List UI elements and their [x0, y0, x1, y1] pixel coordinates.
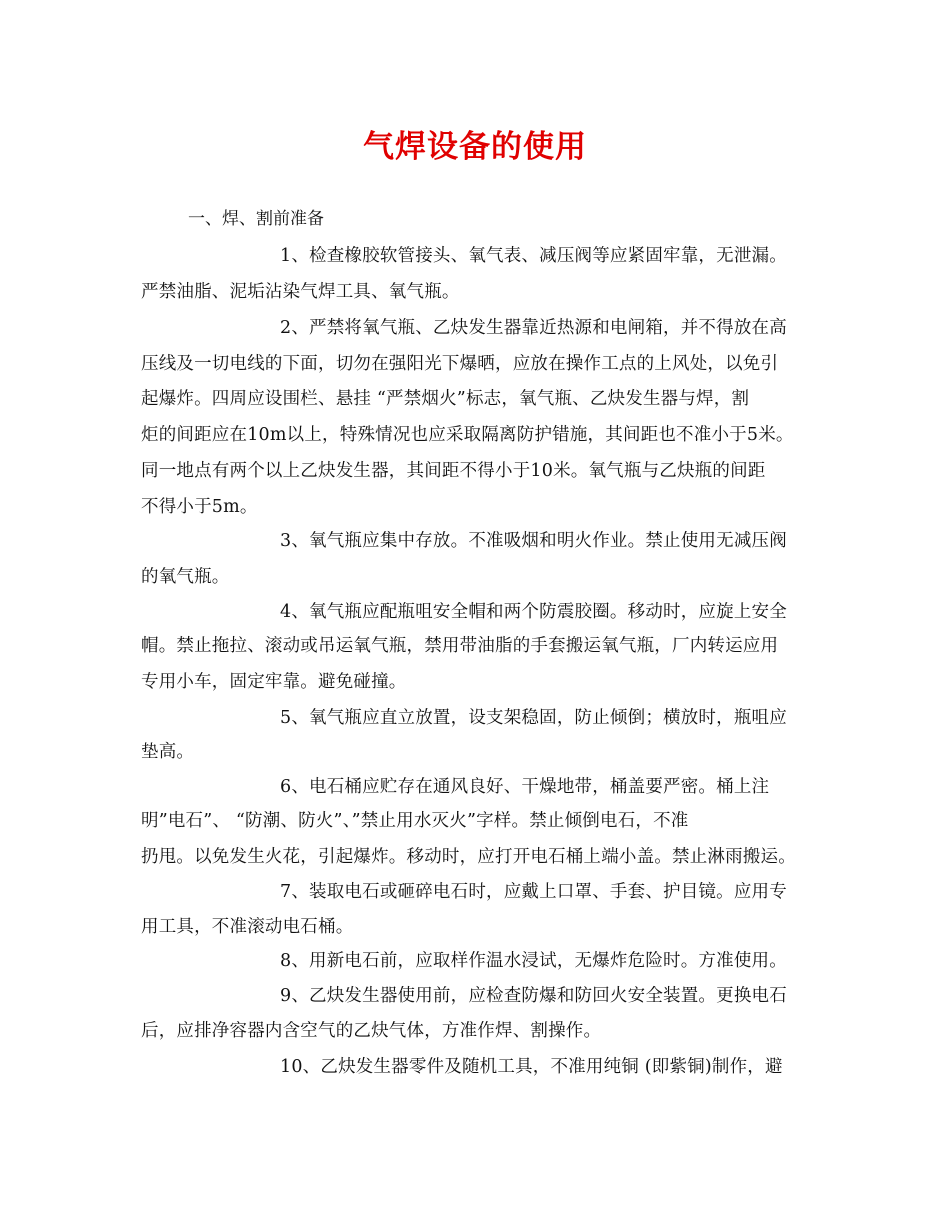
text-line: 3、氧气瓶应集中存放。不准吸烟和明火作业。禁止使用无减压阀 [280, 531, 787, 551]
text-line: 1、检查橡胶软管接头、氧气表、减压阀等应紧固牢靠，无泄漏。 [280, 246, 787, 266]
text-line: 专用小车，固定牢靠。避免碰撞。 [141, 672, 407, 692]
text-line: 8、用新电石前，应取样作温水浸试，无爆炸危险时。方准使用。 [280, 951, 787, 971]
text-line: 6、电石桶应贮存在通风良好、干燥地带，桶盖要严密。桶上注 [280, 777, 770, 797]
text-line: 炬的间距应在10m以上，特殊情况也应采取隔离防护错施，其间距也不准小于5米。 [141, 425, 794, 445]
text-line: 10、乙炔发生器零件及随机工具，不准用纯铜 (即紫铜)制作，避 [280, 1057, 783, 1077]
text-line: 用工具，不准滚动电石桶。 [141, 917, 354, 937]
text-line: 明”电石”、 “防潮、防火”、”禁止用水灭火”字样。禁止倾倒电石，不准 [141, 811, 689, 831]
text-line: 压线及一切电线的下面，切勿在强阳光下爆晒，应放在操作工点的上风处，以免引 [141, 354, 779, 374]
text-line: 4、氧气瓶应配瓶咀安全帽和两个防震胶圈。移动时，应旋上安全 [280, 602, 787, 622]
text-line: 同一地点有两个以上乙炔发生器，其间距不得小于10米。氧气瓶与乙炔瓶的间距 [141, 461, 766, 481]
text-line: 的氧气瓶。 [141, 567, 230, 587]
text-line: 2、严禁将氧气瓶、乙炔发生器靠近热源和电闸箱，并不得放在高 [280, 318, 787, 338]
text-line: 7、装取电石或砸碎电石时，应戴上口罩、手套、护目镜。应用专 [280, 882, 787, 902]
text-line: 不得小于5m。 [141, 497, 258, 517]
text-line: 9、乙炔发生器使用前，应检查防爆和防回火安全装置。更换电石 [280, 986, 787, 1006]
text-line: 垫高。 [141, 742, 195, 762]
text-line: 扔甩。以免发生火花，引起爆炸。移动时，应打开电石桶上端小盖。禁止淋雨搬运。 [141, 847, 796, 867]
text-line: 严禁油脂、泥垢沾染气焊工具、氧气瓶。 [141, 282, 460, 302]
text-line: 起爆炸。四周应设围栏、悬挂 “严禁烟火”标志，氧气瓶、乙炔发生器与焊，割 [141, 389, 750, 409]
section-heading: 一、焊、割前准备 [188, 209, 324, 229]
text-line: 5、氧气瓶应直立放置，设支架稳固，防止倾倒；横放时，瓶咀应 [280, 708, 787, 728]
text-line: 帽。禁止拖拉、滚动或吊运氧气瓶，禁用带油脂的手套搬运氧气瓶，厂内转运应用 [141, 636, 779, 656]
text-line: 后，应排净容器内含空气的乙炔气体，方准作焊、割操作。 [141, 1021, 602, 1041]
document-title: 气焊设备的使用 [363, 129, 587, 165]
